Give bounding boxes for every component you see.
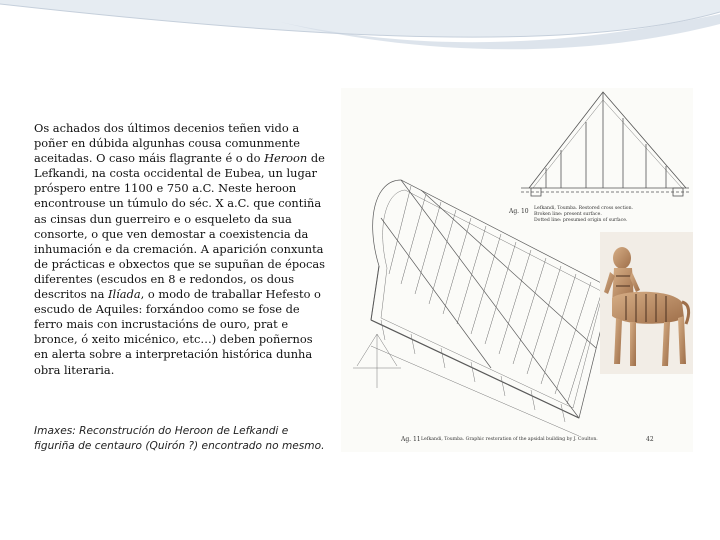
centaur-figurine-icon [600,232,693,374]
figure-10-label: Ag. 10 [509,208,529,215]
body-paragraph: Os achados dos últimos decenios teñen vido a poñer en dúbida algunhas cousa comunmente aceitadas. O caso máis flagrante é o do Heroon de Lefkandi, na costa occidental de Eubea, un lugar próspero entre 1100 e 750 a.C. Neste heroon encontrouse un túmulo do séc. X a.C. que contiña as cinsas dun guerreiro e o esqueleto da sua consorte, o que ven demostar a coexistencia da inhumación e da cremación. A aparición conxunta de prácticas e obxectos que se supuñan de épocas diferentes (escudos en 8 e redondos, os dous descritos na Ilíada, o modo de traballar Hefesto o escudo de Aquiles: forxándoo como se fose de ferro mais con incrustacións de ouro, prat e bronce, ó xeito micénico, etc…) deben poñernos en alerta sobre a interpretación histórica dunha obra literaria. [34,121,326,377]
heroon-italic: Heroon [264,151,308,166]
header-decoration [0,0,720,60]
figure-11-caption: Lefkandi, Toumba. Graphic restoration of the apsidal building by J. Coulton. [421,437,598,442]
figure-11-label: Ag. 11 [401,436,421,443]
cross-section-legend: Lefkandi, Toumba. Restored cross section. Broken line: present surface. Dotted line: presumed origin of surface. [534,206,633,223]
page-number: 42 [646,436,654,443]
image-caption: Imaxes: Reconstrución do Heroon de Lefkandi e figuriña de centauro (Quirón ?) encontrado no mesmo. [34,425,325,453]
centaur-figurine-image [600,232,693,374]
iliad-italic: Ilíada [108,287,141,302]
